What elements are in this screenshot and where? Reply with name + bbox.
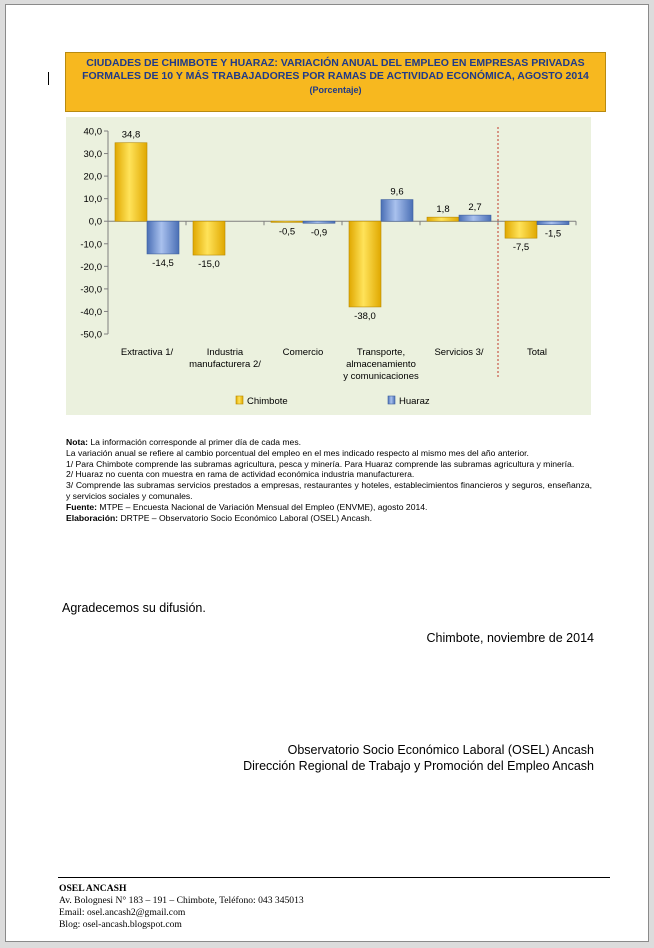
data-label: -0,5 [278,226,296,238]
source-text: MTPE – Encuesta Nacional de Variación Mensual del Empleo (ENVME), agosto 2014. [97,501,428,512]
note-line-5: 3/ Comprende las subramas servicios prestados a empresas, restaurantes y hoteles, establecimientos financieros y seguros, enseñanza, y servicios sociales y comunales. [66,480,592,501]
bar-huaraz [303,221,335,223]
bar-chart [66,117,591,415]
elaboration-text: DRTPE – Observatorio Socio Económico Laboral (OSEL) Ancash. [118,512,373,523]
bar-huaraz [537,221,569,224]
footer-divider [58,877,610,878]
y-tick-label: 20,0 [83,171,102,183]
legend-swatch-huaraz [388,396,395,404]
y-tick-label: 0,0 [88,216,102,228]
y-tick-label: -30,0 [80,284,102,296]
bar-chimbote [271,221,303,222]
legend-swatch-chimbote [236,396,243,404]
chart-notes [66,437,592,523]
thanks-text: Agradecemos su difusión. [62,601,206,615]
note-line-3: 1/ Para Chimbote comprende las subramas agricultura, pesca y minería. Para Huaraz comprende las subramas agricultura y minería. [66,458,575,469]
data-label: -0,9 [310,227,328,239]
note-line [66,437,592,448]
org-line-2: Dirección Regional de Trabajo y Promoción del Empleo Ancash [243,758,594,773]
text-cursor [48,72,49,85]
data-label: -1,5 [544,228,562,240]
data-label: -14,5 [152,257,174,269]
y-tick-label: 30,0 [83,149,102,161]
y-tick-label: -20,0 [80,261,102,273]
bar-huaraz [459,215,491,221]
data-label: 9,6 [390,186,404,198]
data-label: 1,8 [436,204,450,216]
x-category-label: Industria [206,347,244,358]
footer-title: OSEL ANCASH [59,883,127,894]
chart-title-box [65,52,606,112]
data-label: 2,7 [468,202,482,214]
y-tick-label: -40,0 [80,306,102,318]
note-text: La información corresponde al primer día de cada mes. [87,437,302,447]
bar-chimbote [505,221,537,238]
x-category-label: Transporte, [356,347,406,358]
bar-chimbote [349,221,381,307]
legend-label-chimbote: Chimbote [247,396,288,407]
footer-email: Email: osel.ancash2@gmail.com [59,907,186,918]
x-category-label: Extractiva 1/ [120,347,174,358]
signature-block [243,743,594,774]
footer-blog: Blog: osel-ancash.blogspot.com [59,919,182,930]
note-label: Nota: [66,437,88,447]
bar-huaraz [381,200,413,222]
footer-address: Av. Bolognesi N° 183 – 191 – Chimbote, Teléfono: 043 345013 [59,895,304,906]
bar-chimbote [115,143,147,221]
data-label: -7,5 [512,242,530,254]
y-tick-label: 40,0 [83,126,102,138]
x-category-label: manufacturera 2/ [189,359,261,370]
document-page [5,4,649,942]
chart-area [66,117,591,415]
footer [59,883,304,931]
elaboration-label: Elaboración: [66,512,119,523]
note-line-2: La variación anual se refiere al cambio porcentual del empleo en el mes indicado respecto al mismo mes del año anterior. [66,447,529,458]
bar-chimbote [427,217,459,221]
chart-title-line-1: CIUDADES DE CHIMBOTE Y HUARAZ: VARIACIÓN ANUAL DEL EMPLEO EN EMPRESAS PRIVADAS [86,57,585,69]
legend-label-huaraz: Huaraz [399,396,430,407]
x-category-label: Servicios 3/ [434,347,484,358]
x-category-label: almacenamiento [346,359,416,370]
elaboration-line [66,513,592,524]
y-tick-label: -50,0 [80,329,102,341]
x-category-label: Total [526,347,548,358]
bar-chimbote [193,221,225,255]
y-tick-label: -10,0 [80,239,102,251]
x-category-label: y comunicaciones [343,371,419,382]
source-label: Fuente: [66,501,98,512]
bar-huaraz [147,221,179,254]
org-line-1: Observatorio Socio Económico Laboral (OSEL) Ancash [287,743,594,757]
chart-subtitle: (Porcentaje) [309,85,362,95]
data-label: 34,8 [121,129,141,141]
note-line-4: 2/ Huaraz no cuenta con muestra en rama de actividad económica industria manufacturera. [66,469,415,480]
place-date: Chimbote, noviembre de 2014 [426,631,594,645]
y-tick-label: 10,0 [83,194,102,206]
x-category-label: Comercio [282,347,324,358]
chart-title-line-2: FORMALES DE 10 Y MÁS TRABAJADORES POR RAMAS DE ACTIVIDAD ECONÓMICA, AGOSTO 2014 [82,70,589,82]
source-line [66,502,592,513]
data-label: -15,0 [198,259,220,271]
data-label: -38,0 [354,310,376,322]
